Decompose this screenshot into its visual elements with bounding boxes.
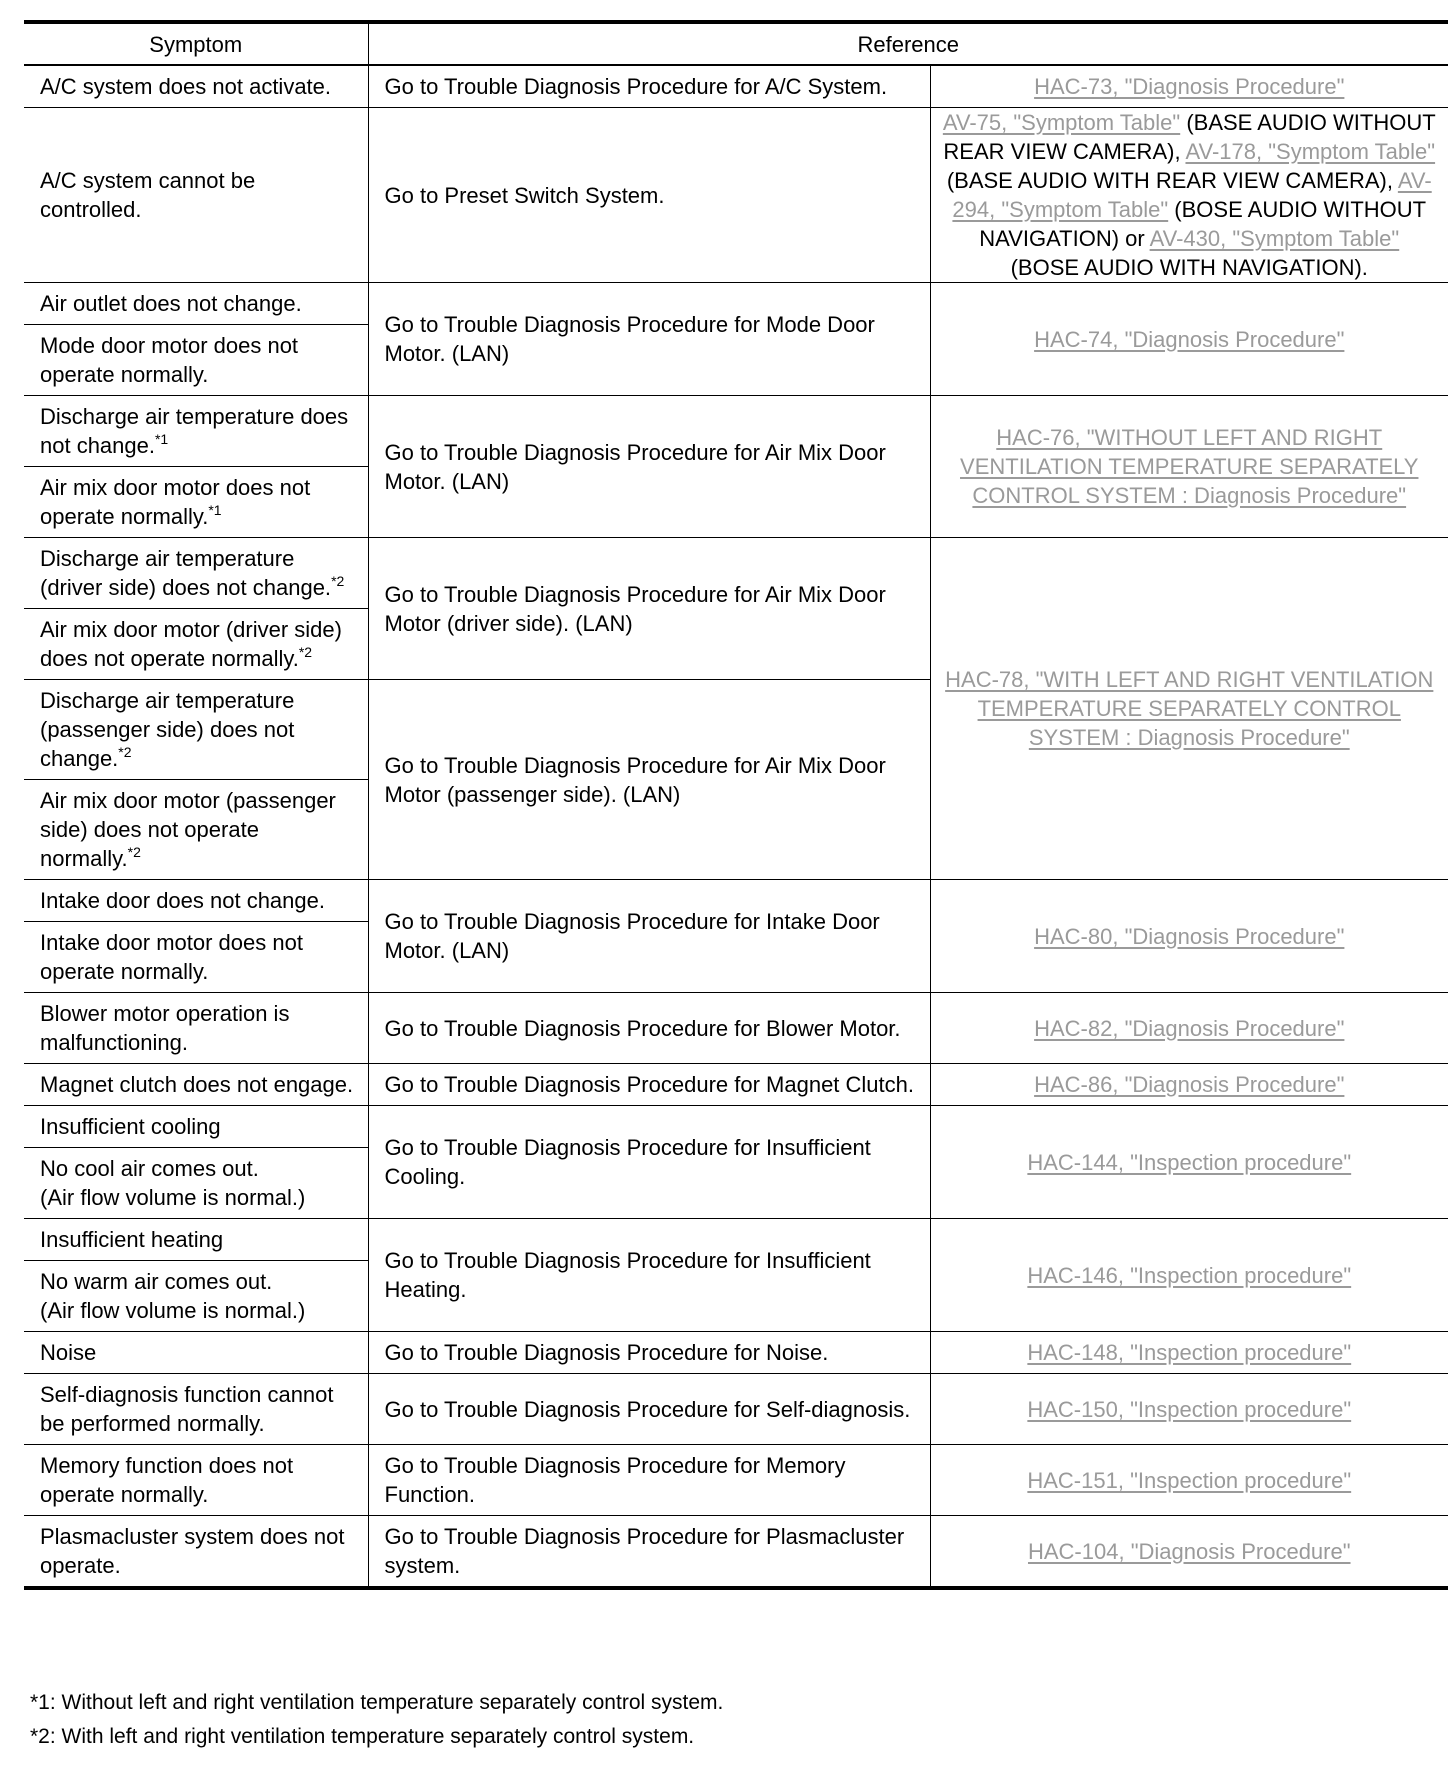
reference-link[interactable]: HAC-76, "WITHOUT LEFT AND RIGHT VENTILATION TEMPERATURE SEPARATELY CONTROL SYSTEM : Diagnosis Procedure" bbox=[960, 425, 1419, 508]
reference-link[interactable]: HAC-74, "Diagnosis Procedure" bbox=[1034, 326, 1345, 352]
symptom-cell: No cool air comes out. (Air flow volume is normal.) bbox=[40, 1156, 306, 1210]
footnotes bbox=[30, 1686, 1430, 1754]
procedure-cell: Go to Trouble Diagnosis Procedure for A/C System. bbox=[368, 65, 930, 108]
footnote-mark: *2 bbox=[127, 844, 141, 860]
reference-cell bbox=[930, 1374, 1448, 1445]
footnote-mark: *2 bbox=[118, 744, 132, 760]
reference-link[interactable]: AV-75, "Symptom Table" bbox=[942, 110, 1181, 135]
symptom-cell: Memory function does not operate normally. bbox=[40, 1453, 294, 1507]
table-row bbox=[24, 108, 1448, 283]
table-row bbox=[24, 538, 1448, 609]
reference-link[interactable]: HAC-150, "Inspection procedure" bbox=[1027, 1396, 1352, 1422]
symptom-cell: Air mix door motor (driver side) does not operate normally.$^{*2}$ bbox=[40, 617, 342, 671]
procedure-cell: Go to Trouble Diagnosis Procedure for Mode Door Motor. (LAN) bbox=[368, 283, 930, 396]
reference-cell bbox=[930, 1106, 1448, 1219]
table-body bbox=[24, 65, 1448, 1588]
reference-link[interactable]: HAC-86, "Diagnosis Procedure" bbox=[1034, 1072, 1345, 1097]
reference-cell bbox=[930, 283, 1448, 396]
table-row bbox=[24, 880, 1448, 922]
procedure-cell: Go to Trouble Diagnosis Procedure for Air Mix Door Motor. (LAN) bbox=[368, 396, 930, 538]
footnote-1: *1: Without left and right ventilation temperature separately control system. bbox=[30, 1691, 724, 1714]
symptom-cell: Intake door does not change. bbox=[40, 888, 325, 913]
symptom-cell: A/C system does not activate. bbox=[40, 74, 332, 99]
table-row bbox=[24, 1064, 1448, 1106]
reference-link[interactable]: AV-430, "Symptom Table" bbox=[1149, 226, 1400, 251]
symptom-cell: Self-diagnosis function cannot be performed normally. bbox=[40, 1382, 334, 1436]
reference-link[interactable]: HAC-151, "Inspection procedure" bbox=[1027, 1467, 1352, 1493]
footnote-2: *2: With left and right ventilation temperature separately control system. bbox=[30, 1725, 695, 1748]
reference-link[interactable]: AV-178, "Symptom Table" bbox=[1185, 139, 1436, 164]
procedure-cell: Go to Trouble Diagnosis Procedure for Memory Function. bbox=[368, 1445, 930, 1516]
symptom-cell: Air mix door motor does not operate normally.$^{*1}$ bbox=[40, 475, 311, 529]
symptom-cell: Magnet clutch does not engage. bbox=[40, 1072, 354, 1097]
procedure-cell: Go to Trouble Diagnosis Procedure for Plasmacluster system. bbox=[368, 1516, 930, 1589]
procedure-cell: Go to Trouble Diagnosis Procedure for Magnet Clutch. bbox=[368, 1064, 930, 1106]
reference-link[interactable]: AV-294, "Symptom Table" bbox=[952, 168, 1432, 222]
reference-cell bbox=[930, 538, 1448, 880]
reference-text: (BOSE AUDIO WITHOUT NAVIGATION) or bbox=[979, 197, 1427, 251]
table-row bbox=[24, 1332, 1448, 1374]
reference-cell bbox=[930, 65, 1448, 108]
reference-cell bbox=[930, 396, 1448, 538]
header-reference: Reference bbox=[368, 22, 1448, 65]
table-row bbox=[24, 1219, 1448, 1261]
table-row bbox=[24, 65, 1448, 108]
reference-cell bbox=[930, 1064, 1448, 1106]
symptom-cell: Discharge air temperature (driver side) does not change.$^{*2}$ bbox=[40, 546, 345, 600]
table-header bbox=[24, 22, 1448, 65]
footnote-mark: *2 bbox=[331, 573, 345, 589]
symptom-cell: Discharge air temperature does not change.$^{*1}$ bbox=[40, 404, 349, 458]
procedure-cell: Go to Trouble Diagnosis Procedure for Blower Motor. bbox=[368, 993, 930, 1064]
table-row bbox=[24, 993, 1448, 1064]
reference-cell bbox=[930, 880, 1448, 993]
procedure-cell: Go to Trouble Diagnosis Procedure for Self-diagnosis. bbox=[368, 1374, 930, 1445]
reference-link[interactable]: HAC-73, "Diagnosis Procedure" bbox=[1034, 74, 1345, 99]
footnote-mark: *2 bbox=[298, 644, 313, 660]
reference-link[interactable]: HAC-148, "Inspection procedure" bbox=[1027, 1340, 1352, 1365]
symptom-cell: Air outlet does not change. bbox=[40, 291, 302, 316]
reference-text: (BASE AUDIO WITHOUT REAR VIEW CAMERA), bbox=[943, 110, 1436, 164]
symptom-cell: Insufficient cooling bbox=[40, 1114, 221, 1139]
table-row bbox=[24, 283, 1448, 325]
reference-link[interactable]: HAC-104, "Diagnosis Procedure" bbox=[1027, 1538, 1351, 1564]
footnote-mark: *1 bbox=[208, 502, 222, 518]
reference-cell bbox=[930, 993, 1448, 1064]
table-row bbox=[24, 1445, 1448, 1516]
symptom-cell: Insufficient heating bbox=[40, 1227, 224, 1252]
footnote-mark: *1 bbox=[154, 431, 169, 447]
procedure-cell: Go to Preset Switch System. bbox=[368, 108, 930, 283]
reference-cell bbox=[930, 108, 1448, 283]
symptom-cell: Mode door motor does not operate normally. bbox=[40, 333, 299, 387]
procedure-cell: Go to Trouble Diagnosis Procedure for Insufficient Heating. bbox=[368, 1219, 930, 1332]
table-row bbox=[24, 1106, 1448, 1148]
reference-text: (BASE AUDIO WITH REAR VIEW CAMERA), bbox=[946, 168, 1398, 193]
procedure-cell: Go to Trouble Diagnosis Procedure for Air Mix Door Motor (passenger side). (LAN) bbox=[368, 680, 930, 880]
reference-link[interactable]: HAC-82, "Diagnosis Procedure" bbox=[1034, 1015, 1345, 1041]
symptom-cell: Discharge air temperature (passenger side) does not change.$^{*2}$ bbox=[40, 688, 295, 771]
procedure-cell: Go to Trouble Diagnosis Procedure for Air Mix Door Motor (driver side). (LAN) bbox=[368, 538, 930, 680]
reference-cell bbox=[930, 1516, 1448, 1589]
symptom-cell: Air mix door motor (passenger side) does not operate normally.$^{*2}$ bbox=[40, 788, 336, 871]
symptom-cell: No warm air comes out. (Air flow volume is normal.) bbox=[40, 1269, 306, 1323]
reference-cell bbox=[930, 1445, 1448, 1516]
reference-link[interactable]: HAC-80, "Diagnosis Procedure" bbox=[1034, 923, 1345, 949]
reference-link[interactable]: HAC-78, "WITH LEFT AND RIGHT VENTILATION TEMPERATURE SEPARATELY CONTROL SYSTEM : Diagnosis Procedure" bbox=[945, 667, 1434, 750]
symptom-cell: A/C system cannot be controlled. bbox=[40, 168, 256, 222]
symptom-cell: Noise bbox=[40, 1340, 97, 1365]
table-row bbox=[24, 1374, 1448, 1445]
procedure-cell: Go to Trouble Diagnosis Procedure for Intake Door Motor. (LAN) bbox=[368, 880, 930, 993]
reference-link[interactable]: HAC-144, "Inspection procedure" bbox=[1027, 1149, 1352, 1175]
reference-cell bbox=[930, 1219, 1448, 1332]
symptom-cell: Intake door motor does not operate normally. bbox=[40, 930, 303, 984]
reference-cell bbox=[930, 1332, 1448, 1374]
reference-link[interactable]: HAC-146, "Inspection procedure" bbox=[1027, 1262, 1352, 1288]
table-row bbox=[24, 1516, 1448, 1589]
reference-text: (BOSE AUDIO WITH NAVIGATION). bbox=[1010, 255, 1368, 280]
symptom-cell: Blower motor operation is malfunctioning. bbox=[40, 1001, 290, 1055]
table-row bbox=[24, 396, 1448, 467]
symptom-cell: Plasmacluster system does not operate. bbox=[40, 1524, 345, 1578]
procedure-cell: Go to Trouble Diagnosis Procedure for Noise. bbox=[368, 1332, 930, 1374]
header-symptom: Symptom bbox=[149, 31, 243, 57]
procedure-cell: Go to Trouble Diagnosis Procedure for Insufficient Cooling. bbox=[368, 1106, 930, 1219]
symptom-table bbox=[24, 20, 1448, 1590]
